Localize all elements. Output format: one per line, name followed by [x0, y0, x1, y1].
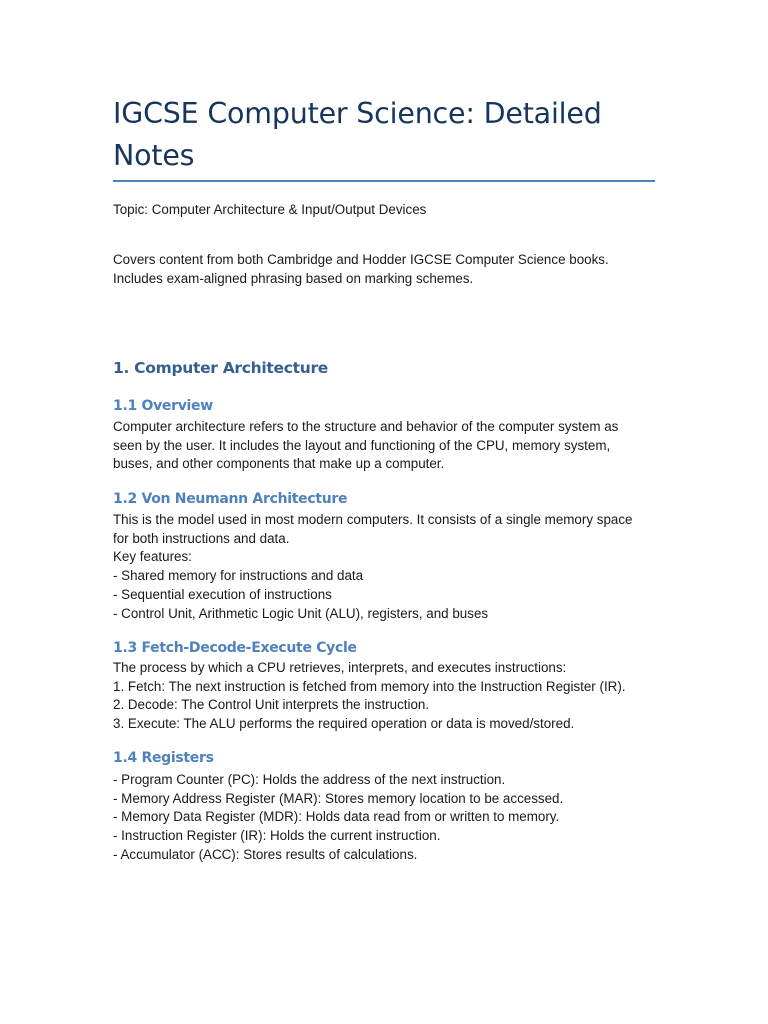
key-features-label: Key features:: [113, 549, 192, 565]
key-feature-item: - Shared memory for instructions and data: [113, 568, 364, 584]
fde-cycle-step: 3. Execute: The ALU performs the required operation or data is moved/stored.: [113, 716, 575, 732]
von-neumann-paragraph: [113, 511, 658, 623]
subsection-heading-registers: 1.4 Registers: [113, 750, 214, 766]
overview-paragraph: [113, 418, 658, 474]
overview-line: Computer architecture refers to the structure and behavior of the computer system as: [113, 419, 619, 434]
register-item: - Memory Address Register (MAR): Stores memory location to be accessed.: [113, 790, 564, 806]
section-heading-computer-architecture: 1. Computer Architecture: [113, 359, 329, 377]
intro-paragraph: [113, 251, 658, 288]
subsection-heading-overview: 1.1 Overview: [113, 398, 213, 414]
fde-cycle-paragraph: [113, 659, 658, 734]
register-item: - Memory Data Register (MDR): Holds data read from or written to memory.: [113, 809, 560, 825]
document-title-line-1: IGCSE Computer Science: Detailed: [113, 97, 602, 130]
von-neumann-line: This is the model used in most modern computers. It consists of a single memory space: [113, 512, 633, 527]
document-title-line-2: Notes: [113, 139, 195, 172]
key-feature-item: - Sequential execution of instructions: [113, 586, 332, 602]
register-item: - Accumulator (ACC): Stores results of calculations.: [113, 846, 418, 862]
document-title: [113, 93, 655, 177]
title-underline-rule: [113, 180, 655, 182]
intro-line: Includes exam-aligned phrasing based on marking schemes.: [113, 270, 474, 286]
fde-cycle-step: 2. Decode: The Control Unit interprets the instruction.: [113, 697, 430, 713]
fde-cycle-step: 1. Fetch: The next instruction is fetched from memory into the Instruction Register (IR).: [113, 678, 626, 694]
register-item: - Program Counter (PC): Holds the address of the next instruction.: [113, 772, 506, 787]
fde-cycle-line: The process by which a CPU retrieves, interprets, and executes instructions:: [113, 660, 567, 675]
intro-line: Covers content from both Cambridge and Hodder IGCSE Computer Science books.: [113, 252, 609, 267]
von-neumann-line: for both instructions and data.: [113, 530, 290, 546]
topic-line: Topic: Computer Architecture & Input/Output Devices: [113, 202, 427, 217]
overview-line: buses, and other components that make up a computer.: [113, 456, 445, 472]
registers-list: [113, 771, 658, 865]
overview-line: seen by the user. It includes the layout and functioning of the CPU, memory system,: [113, 437, 611, 453]
key-feature-item: - Control Unit, Arithmetic Logic Unit (ALU), registers, and buses: [113, 605, 489, 621]
subsection-heading-von-neumann: 1.2 Von Neumann Architecture: [113, 491, 348, 507]
register-item: - Instruction Register (IR): Holds the current instruction.: [113, 828, 441, 844]
subsection-heading-fde-cycle: 1.3 Fetch-Decode-Execute Cycle: [113, 640, 357, 656]
